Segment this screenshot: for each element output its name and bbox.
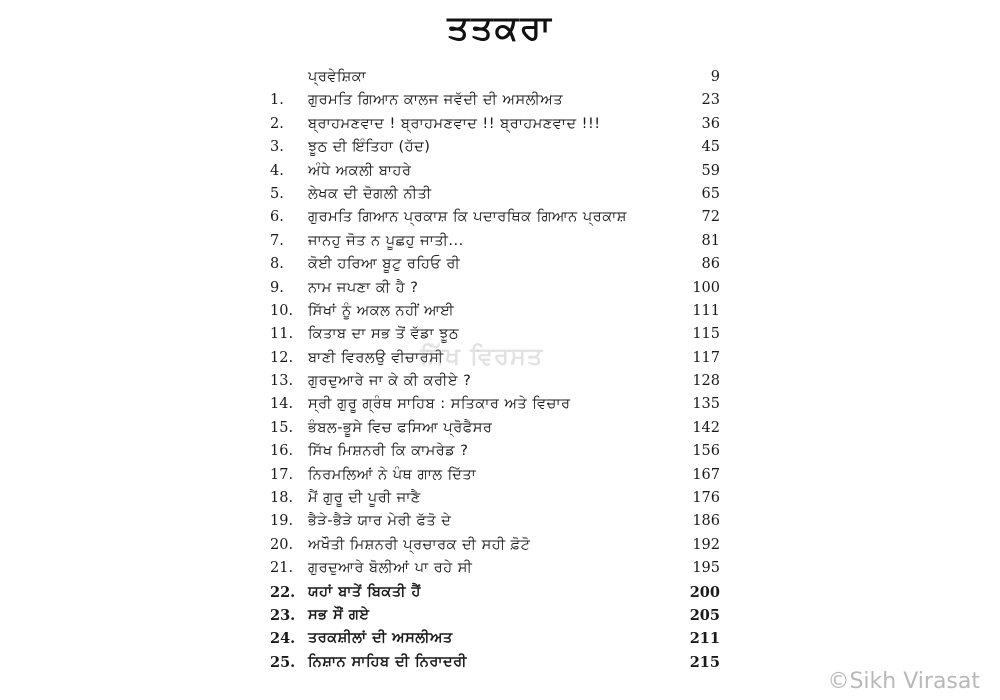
toc-entry-title: ਪ੍ਰਵੇਸ਼ਿਕਾ [308, 69, 367, 85]
toc-entry [270, 89, 720, 112]
toc-entry-page: 156 [692, 443, 720, 460]
toc-entry-number: 10. [270, 302, 294, 319]
toc-entry [270, 113, 720, 136]
toc-entry [270, 627, 720, 650]
toc-entry [270, 464, 720, 487]
toc-entry-title: ਨਿਰਮਲਿਆਂ ਨੇ ਪੰਥ ਗਾਲ ਦਿੱਤਾ [308, 466, 477, 483]
toc-entry-title: ਯਹਾਂ ਬਾਤੇਂ ਬਿਕਤੀ ਹੈਂ [308, 583, 421, 600]
table-of-contents [270, 66, 720, 674]
toc-entry [270, 300, 720, 323]
toc-entry [270, 230, 720, 253]
toc-entry-page: 115 [692, 326, 720, 343]
toc-entry-title: ਮੈਂ ਗੁਰੂ ਦੀ ਪੂਰੀ ਜਾਣੈ [308, 490, 421, 507]
toc-entry-number: 13. [270, 373, 294, 390]
toc-entry-title: ਸ੍ਰੀ ਗੁਰੂ ਗ੍ਰੰਥ ਸਾਹਿਬ : ਸਤਿਕਾਰ ਅਤੇ ਵਿਚਾਰ [308, 396, 571, 413]
toc-entry-page: 211 [689, 630, 720, 648]
toc-entry-title: ਸਿੱਖਾਂ ਨੂੰ ਅਕਲ ਨਹੀਂ ਆਈ [308, 302, 455, 319]
toc-entry [270, 347, 720, 370]
toc-entry-number: 15. [270, 419, 294, 436]
toc-entry-title: ਬਾਣੀ ਵਿਰਲਉ ਵੀਚਾਰਸੀ [308, 349, 444, 366]
toc-entry-page: 65 [701, 185, 720, 202]
toc-entry [270, 206, 720, 229]
toc-entry [270, 136, 720, 159]
toc-entry-page: 205 [689, 606, 720, 624]
toc-entry-number: 16. [270, 443, 294, 460]
watermark-corner: ©Sikh Virasat [827, 669, 980, 694]
toc-entry-page: 45 [701, 139, 720, 156]
toc-entry-title: ਭੈੜੇ-ਭੈੜੇ ਯਾਰ ਮੇਰੀ ਫੱਤੋ ਦੇ [308, 513, 452, 530]
toc-entry-number: 21. [270, 560, 294, 577]
toc-entry [270, 487, 720, 510]
toc-entry-page: 135 [692, 396, 720, 413]
toc-entry [270, 534, 720, 557]
toc-entry-number: 22. [270, 583, 296, 601]
toc-entry-title: ਅੰਧੇ ਅਕਲੀ ਬਾਹਰੇ [308, 162, 412, 179]
watermark-center: ਸਿੱਖ ਵਿਰਸਤ [420, 342, 544, 370]
toc-entry-title: ਝੂਠ ਦੀ ਇੰਤਿਹਾ (ਹੱਦ) [308, 139, 431, 156]
toc-entry [270, 277, 720, 300]
toc-entry-page: 100 [692, 279, 720, 296]
toc-entry-number: 12. [270, 349, 294, 366]
toc-entry-number: 4. [270, 162, 284, 179]
toc-entry-title: ਕੋਈ ਹਰਿਆ ਬੂਟੁ ਰਹਿਓ ਰੀ [308, 256, 461, 273]
toc-entry-page: 200 [689, 583, 720, 601]
toc-entry-title: ਤਰਕਸ਼ੀਲਾਂ ਦੀ ਅਸਲੀਅਤ [308, 630, 453, 647]
toc-entry [270, 510, 720, 533]
toc-entry-title: ਗੁਰਮਤਿ ਗਿਆਨ ਕਾਲਜ ਜਵੱਦੀ ਦੀ ਅਸਲੀਅਤ [308, 92, 564, 109]
toc-entry-title: ਕਿਤਾਬ ਦਾ ਸਭ ਤੋਂ ਵੱਡਾ ਝੂਠ [308, 326, 459, 343]
toc-entry [270, 417, 720, 440]
toc-entry-number: 6. [270, 209, 284, 226]
toc-entry-page: 186 [692, 513, 720, 530]
toc-entry-number: 9. [270, 279, 284, 296]
toc-entry-number: 5. [270, 185, 284, 202]
toc-entry-title: ਸਭ ਸੌਂ ਗਏ [308, 606, 370, 623]
toc-entry-page: 23 [701, 92, 720, 109]
toc-entry [270, 393, 720, 416]
toc-entry [270, 370, 720, 393]
toc-entry-title: ਗੁਰਦੁਆਰੇ ਜਾ ਕੇ ਕੀ ਕਰੀਏ ? [308, 373, 472, 390]
toc-entry-title: ਜਾਨਹੁ ਜੋਤ ਨ ਪੂਛਹੁ ਜਾਤੀ... [308, 232, 464, 249]
toc-entry-number: 24. [270, 630, 296, 648]
toc-entry-number: 20. [270, 536, 294, 553]
toc-entry-page: 142 [692, 419, 720, 436]
toc-entry-title: ਗੁਰਦੁਆਰੇ ਬੋਲੀਆਂ ਪਾ ਰਹੇ ਸੀ [308, 560, 473, 577]
toc-entry-number: 1. [270, 92, 284, 109]
toc-entry [270, 604, 720, 627]
toc-entry-title: ਸਿੱਖ ਮਿਸ਼ਨਰੀ ਕਿ ਕਾਮਰੇਡ ? [308, 443, 469, 460]
toc-entry [270, 183, 720, 206]
toc-entry-number: 8. [270, 256, 284, 273]
toc-entry-page: 111 [692, 302, 720, 319]
toc-entry-title: ਬ੍ਰਾਹਮਣਵਾਦ ! ਬ੍ਰਾਹਮਣਵਾਦ !! ਬ੍ਰਾਹਮਣਵਾਦ !!! [308, 115, 601, 132]
toc-entry-page: 59 [701, 162, 720, 179]
toc-entry-title: ਗੁਰਮਤਿ ਗਿਆਨ ਪ੍ਰਕਾਸ਼ ਕਿ ਪਦਾਰਥਿਕ ਗਿਆਨ ਪ੍ਰਕਾਸ਼ [308, 209, 627, 226]
toc-entry [270, 323, 720, 346]
toc-entry-page: 176 [692, 490, 720, 507]
toc-entry-number: 18. [270, 490, 294, 507]
toc-entry-page: 86 [701, 256, 720, 273]
toc-entry-title: ਲੇਖਕ ਦੀ ਦੋਗਲੀ ਨੀਤੀ [308, 185, 432, 202]
toc-entry-page: 167 [692, 466, 720, 483]
toc-entry-number: 14. [270, 396, 294, 413]
toc-entry-page: 192 [692, 536, 720, 553]
toc-entry-page: 36 [701, 115, 720, 132]
toc-entry-page: 195 [692, 560, 720, 577]
toc-entry [270, 160, 720, 183]
toc-entry-number: 25. [270, 653, 296, 671]
toc-entry-number: 7. [270, 232, 284, 249]
toc-entry [270, 581, 720, 604]
toc-entry [270, 557, 720, 580]
toc-entry-page: 117 [692, 349, 720, 366]
page-title: ਤਤਕਰਾ [447, 8, 553, 48]
toc-entry-page: 72 [701, 209, 720, 226]
toc-entry-number: 19. [270, 513, 294, 530]
toc-entry [270, 651, 720, 674]
toc-entry [270, 66, 720, 89]
toc-entry-title: ਭੰਬਲ-ਭੂਸੇ ਵਿਚ ਫਸਿਆ ਪ੍ਰੋਫੈਸਰ [308, 419, 493, 436]
toc-entry-number: 23. [270, 606, 296, 624]
toc-entry-title: ਨਿਸ਼ਾਨ ਸਾਹਿਬ ਦੀ ਨਿਰਾਦਰੀ [308, 653, 467, 670]
toc-entry [270, 253, 720, 276]
toc-entry-number: 17. [270, 466, 294, 483]
toc-entry-page: 128 [692, 373, 720, 390]
toc-entry-number: 11. [270, 326, 294, 343]
toc-entry-number: 3. [270, 139, 284, 156]
toc-entry-page: 81 [701, 232, 720, 249]
toc-entry-number: 2. [270, 115, 284, 132]
toc-entry [270, 440, 720, 463]
toc-entry-page: 215 [689, 653, 720, 671]
toc-entry-title: ਅਖੌਤੀ ਮਿਸ਼ਨਰੀ ਪ੍ਰਚਾਰਕ ਦੀ ਸਹੀ ਫ਼ੋਟੋ [308, 536, 531, 553]
toc-entry-page: 9 [710, 69, 720, 85]
toc-entry-title: ਨਾਮ ਜਪਣਾ ਕੀ ਹੈ ? [308, 279, 419, 296]
